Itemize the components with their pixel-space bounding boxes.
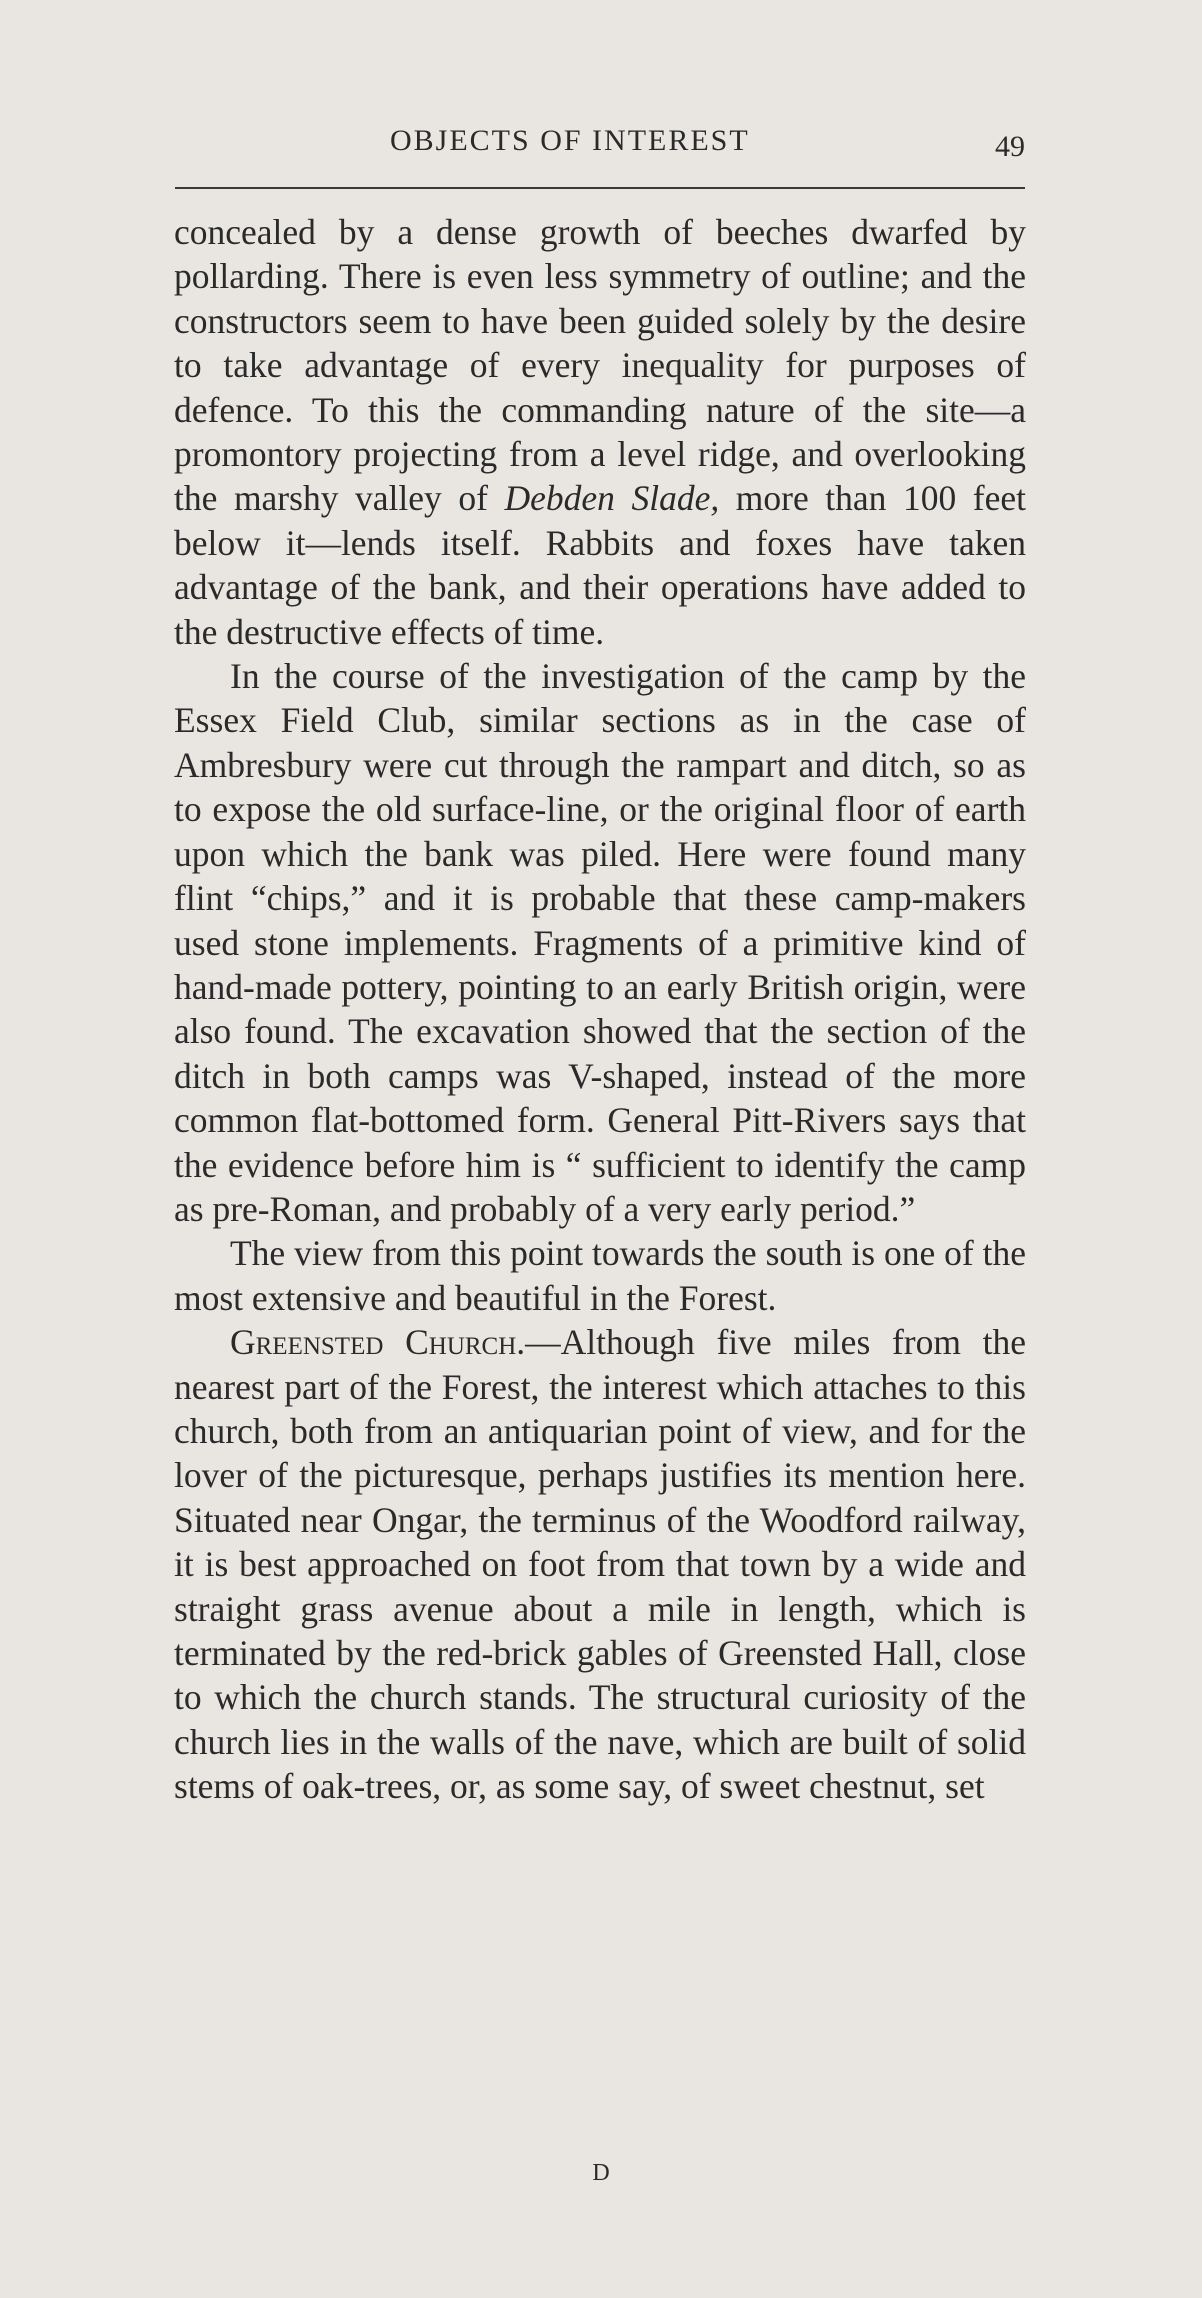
body-text (174, 210, 1026, 1809)
signature-mark: D (592, 2160, 610, 2186)
place-name-debden-slade: Debden Slade, (504, 478, 720, 519)
paragraph-1 (174, 210, 1026, 654)
page-number: 49 (995, 130, 1025, 163)
paragraph-3: The view from this point towards the south is one of the most extensive and beautiful in the Forest. (174, 1233, 1026, 1318)
section-heading-greensted-church: Greensted Church. (230, 1322, 526, 1363)
paragraph-1-text-b: more than 100 feet below it—lends itself. Rabbits and foxes have taken advantage of the bank, and their operations have added to the destructive effects of time. (174, 478, 1026, 652)
running-title: OBJECTS OF INTEREST (390, 124, 750, 157)
paragraph-4-text: —Although five miles from the nearest part of the Forest, the interest which attaches to this church, both from an antiquarian point of view, and for the lover of the picturesque, perhaps justifies its mention here. Situated near Ongar, the terminus of the Woodford railway, it is best approached on foot from that town by a wide and straight grass avenue about a mile in length, which is terminated by the red-brick gables of Greensted Hall, close to which the church stands. The structural curiosity of the church lies in the walls of the nave, which are built of solid stems of oak-trees, or, as some say, of sweet chestnut, set (174, 1322, 1027, 1807)
header-rule (175, 187, 1025, 189)
page-header (175, 118, 1025, 168)
paragraph-4 (174, 1320, 1026, 1808)
paragraph-1-text-a: concealed by a dense growth of beeches dwarfed by pollarding. There is even less symmetry of outline; and the constructors seem to have been guided solely by the desire to take advantage of every inequality for purposes of defence. To this the commanding nature of the site—a promontory projecting from a level ridge, and overlooking the marshy valley of (174, 212, 1026, 519)
paragraph-2: In the course of the investigation of the camp by the Essex Field Club, similar sections as in the case of Ambresbury were cut through the rampart and ditch, so as to expose the old surface-line, or the original floor of earth upon which the bank was piled. Here were found many flint “chips,” and it is probable that these camp-makers used stone implements. Fragments of a primitive kind of hand-made pottery, pointing to an early British origin, were also found. The excavation showed that the section of the ditch in both camps was V-shaped, instead of the more common flat-bottomed form. General Pitt-Rivers says that the evidence before him is “ sufficient to identify the camp as pre-Roman, and probably of a very early period.” (174, 656, 1026, 1229)
